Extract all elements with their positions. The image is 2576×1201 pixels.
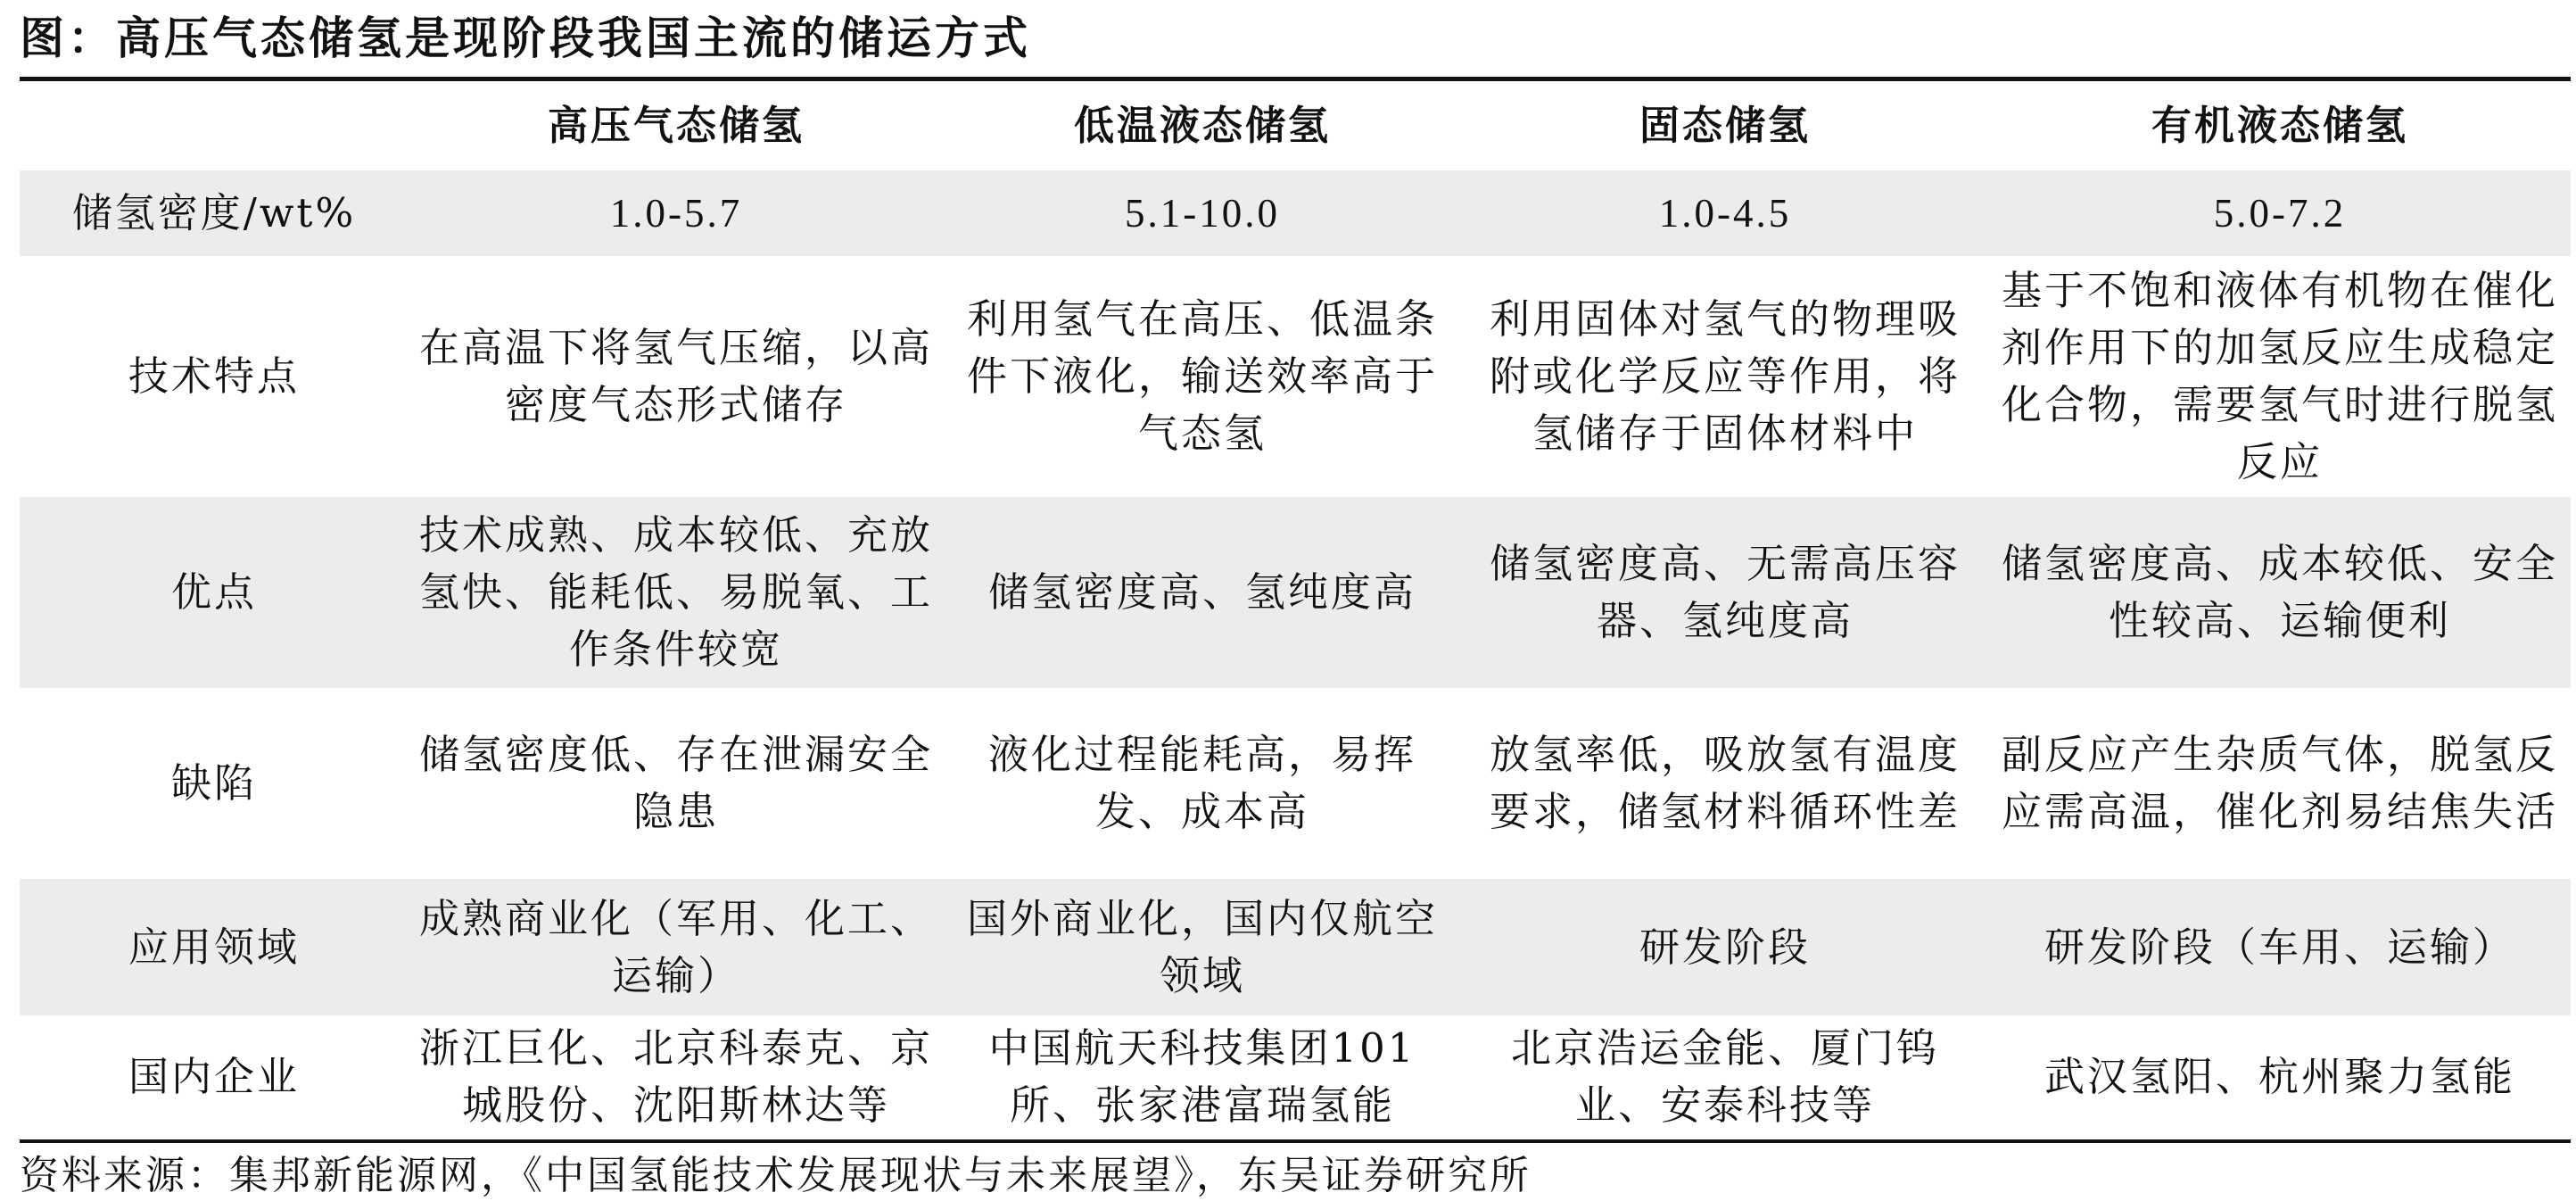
table-cell: 副反应产生杂质气体，脱氢反应需高温，催化剂易结焦失活 (2001, 731, 2558, 835)
table-cell: 技术成熟、成本较低、充放氢快、能耗低、易脱氧、工作条件较宽 (409, 497, 944, 688)
table-cell: 武汉氢阳、杭州聚力氢能 (2043, 1053, 2515, 1100)
table-cell: 储氢密度高、无需高压容器、氢纯度高 (1461, 497, 1989, 688)
table-cell: 放氢率低，吸放氢有温度要求，储氢材料循环性差 (1489, 731, 1961, 835)
table-row (20, 256, 2571, 497)
row-label: 优点 (20, 497, 409, 688)
figure-title: 图：高压气态储氢是现阶段我国主流的储运方式 (20, 12, 1031, 64)
table-header-row (20, 81, 2571, 170)
bottom-rule (20, 1139, 2571, 1143)
header-corner (20, 81, 409, 170)
column-header: 固态储氢 (1639, 102, 1811, 149)
table-cell: 基于不饱和液体有机物在催化剂作用下的加氢反应生成稳定化合物，需要氢气时进行脱氢反应 (2001, 267, 2558, 485)
table-cell: 在高温下将氢气压缩，以高密度气态形式储存 (419, 324, 934, 428)
table-row (20, 497, 2571, 688)
table-cell: 研发阶段 (1461, 879, 1989, 1015)
column-header: 低温液态储氢 (1073, 102, 1331, 149)
row-label: 缺陷 (170, 759, 257, 807)
table-cell: 1.0-4.5 (1461, 170, 1989, 256)
table-row (20, 1015, 2571, 1139)
table-cell: 5.1-10.0 (944, 170, 1461, 256)
table-cell: 液化过程能耗高，易挥发、成本高 (987, 731, 1416, 835)
source-note: 资料来源：集邦新能源网，《中国氢能技术发展现状与未来展望》，东吴证券研究所 (20, 1153, 1532, 1198)
table-row (20, 879, 2571, 1015)
table-cell: 浙江巨化、北京科泰克、京城股份、沈阳斯林达等 (419, 1024, 934, 1129)
table-cell: 储氢密度高、成本较低、安全性较高、运输便利 (1989, 497, 2571, 688)
table-cell: 储氢密度低、存在泄漏安全隐患 (419, 731, 934, 835)
table-cell: 1.0-5.7 (409, 170, 944, 256)
row-label: 应用领域 (20, 879, 409, 1015)
table-cell: 利用氢气在高压、低温条件下液化，输送效率高于气态氢 (966, 295, 1438, 457)
table-cell: 国外商业化，国内仅航空领域 (944, 879, 1461, 1015)
row-label: 国内企业 (128, 1053, 300, 1100)
table-cell: 北京浩运金能、厦门钨业、安泰科技等 (1510, 1024, 1939, 1129)
column-header: 高压气态储氢 (547, 102, 805, 149)
table-cell: 储氢密度高、氢纯度高 (944, 497, 1461, 688)
row-label: 储氢密度/wt% (20, 170, 409, 256)
row-label: 技术特点 (128, 352, 300, 400)
table-cell: 成熟商业化（军用、化工、运输） (409, 879, 944, 1015)
table-row (20, 688, 2571, 879)
table-cell: 5.0-7.2 (1989, 170, 2571, 256)
table-cell: 利用固体对氢气的物理吸附或化学反应等作用，将氢储存于固体材料中 (1489, 295, 1961, 457)
table-cell: 研发阶段（车用、运输） (1989, 879, 2571, 1015)
table-row (20, 170, 2571, 256)
table-cell: 中国航天科技集团101所、张家港富瑞氢能 (988, 1024, 1416, 1129)
column-header: 有机液态储氢 (2151, 102, 2408, 149)
comparison-table (20, 81, 2571, 1139)
